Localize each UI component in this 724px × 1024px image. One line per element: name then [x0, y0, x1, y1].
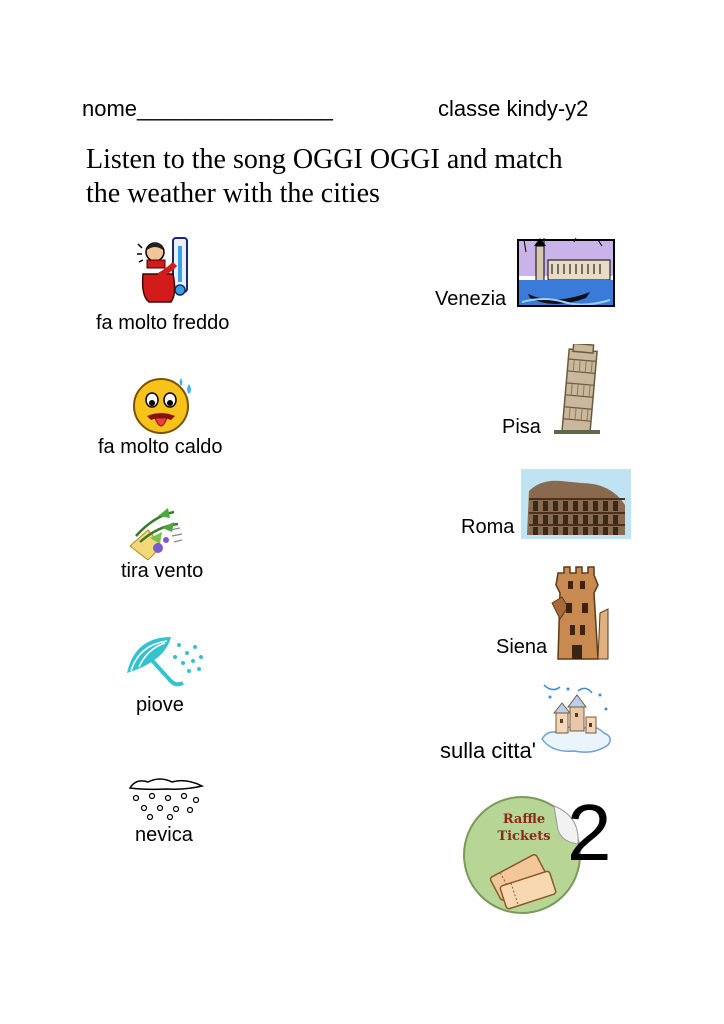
colosseum-image: [521, 469, 631, 539]
weather-label-rain: piove: [136, 694, 184, 716]
hot-face-icon: [131, 376, 197, 436]
wind-icon: [128, 506, 184, 560]
cold-person-thermometer-icon: [133, 234, 195, 304]
page-number: 2: [567, 788, 612, 877]
instructions-line-2: the weather with the cities: [86, 178, 380, 209]
weather-label-wind: tira vento: [121, 560, 204, 582]
name-field-label: nome________________: [82, 96, 333, 121]
venice-gondola-image: [514, 236, 618, 310]
city-label-roma: Roma: [461, 516, 515, 538]
extra-label: sulla citta': [440, 738, 536, 763]
city-on-cloud-image: [538, 683, 614, 757]
instructions-line-1: Listen to the song OGGI OGGI and match: [86, 144, 563, 175]
siena-tower-image: [548, 563, 610, 661]
weather-label-hot: fa molto caldo: [98, 436, 223, 458]
weather-label-snow: nevica: [135, 824, 193, 846]
weather-label-cold: fa molto freddo: [96, 312, 230, 334]
class-label: classe kindy-y2: [438, 96, 589, 121]
city-label-venezia: Venezia: [435, 288, 507, 310]
city-label-siena: Siena: [496, 636, 548, 658]
raffle-text-line-2: Tickets: [497, 829, 551, 844]
snow-cloud-icon: [126, 778, 206, 820]
umbrella-rain-icon: [125, 633, 205, 695]
leaning-tower-image: [552, 344, 602, 436]
raffle-text-line-1: Raffle: [502, 812, 546, 827]
city-label-pisa: Pisa: [502, 416, 541, 438]
raffle-tickets-text: [492, 811, 556, 845]
